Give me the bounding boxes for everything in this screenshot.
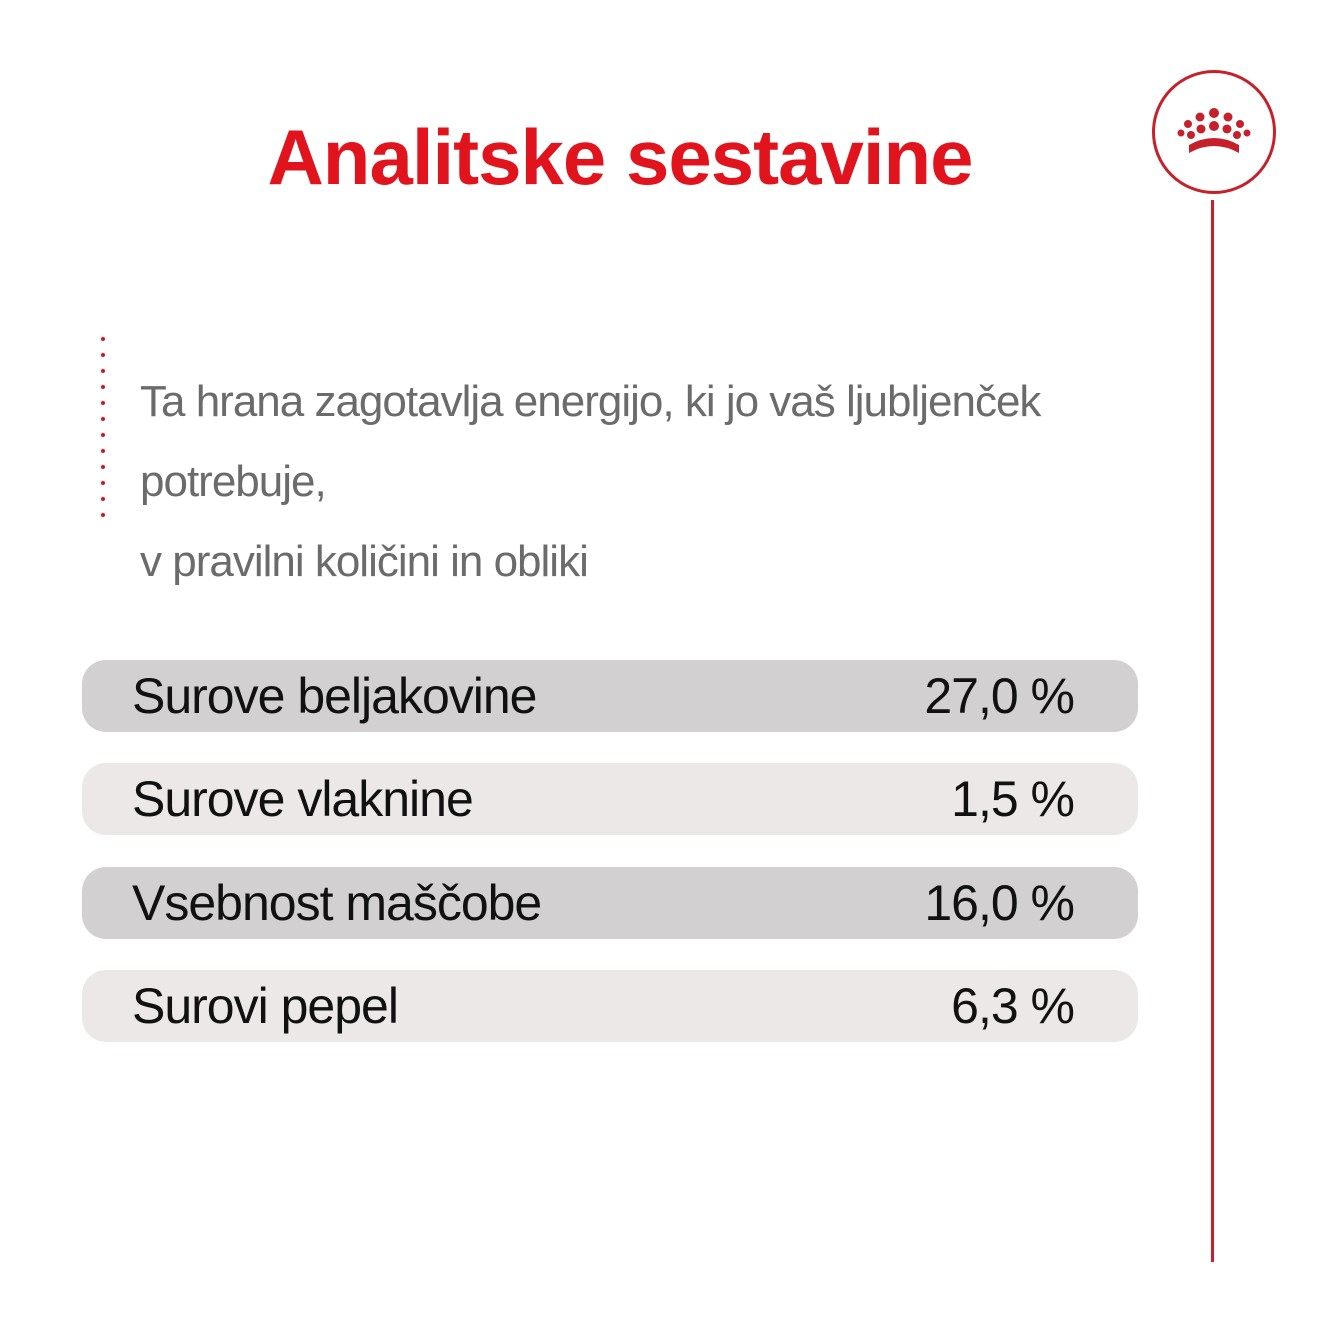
brand-badge	[1152, 70, 1276, 194]
constituent-value: 16,0 %	[924, 875, 1074, 931]
constituent-row	[82, 867, 1138, 939]
constituent-value: 27,0 %	[924, 668, 1074, 724]
intro-dotted-rule	[101, 337, 105, 517]
intro-line-1: Ta hrana zagotavlja energijo, ki jo vaš ljubljenček potrebuje,	[140, 377, 1041, 506]
intro-text	[140, 362, 1180, 602]
constituent-value: 1,5 %	[951, 771, 1074, 827]
constituent-label: Surove vlaknine	[132, 771, 473, 827]
constituent-row	[82, 660, 1138, 732]
constituent-row	[82, 763, 1138, 835]
intro-line-2: v pravilni količini in obliki	[140, 537, 588, 586]
constituent-label: Surovi pepel	[132, 978, 398, 1034]
constituent-row	[82, 970, 1138, 1042]
brand-vertical-line	[1211, 200, 1214, 1262]
constituent-value: 6,3 %	[951, 978, 1074, 1034]
constituent-label: Vsebnost maščobe	[132, 875, 542, 931]
constituent-label: Surove beljakovine	[132, 668, 537, 724]
crown-icon	[1155, 73, 1273, 191]
page-title: Analitske sestavine	[267, 113, 973, 201]
